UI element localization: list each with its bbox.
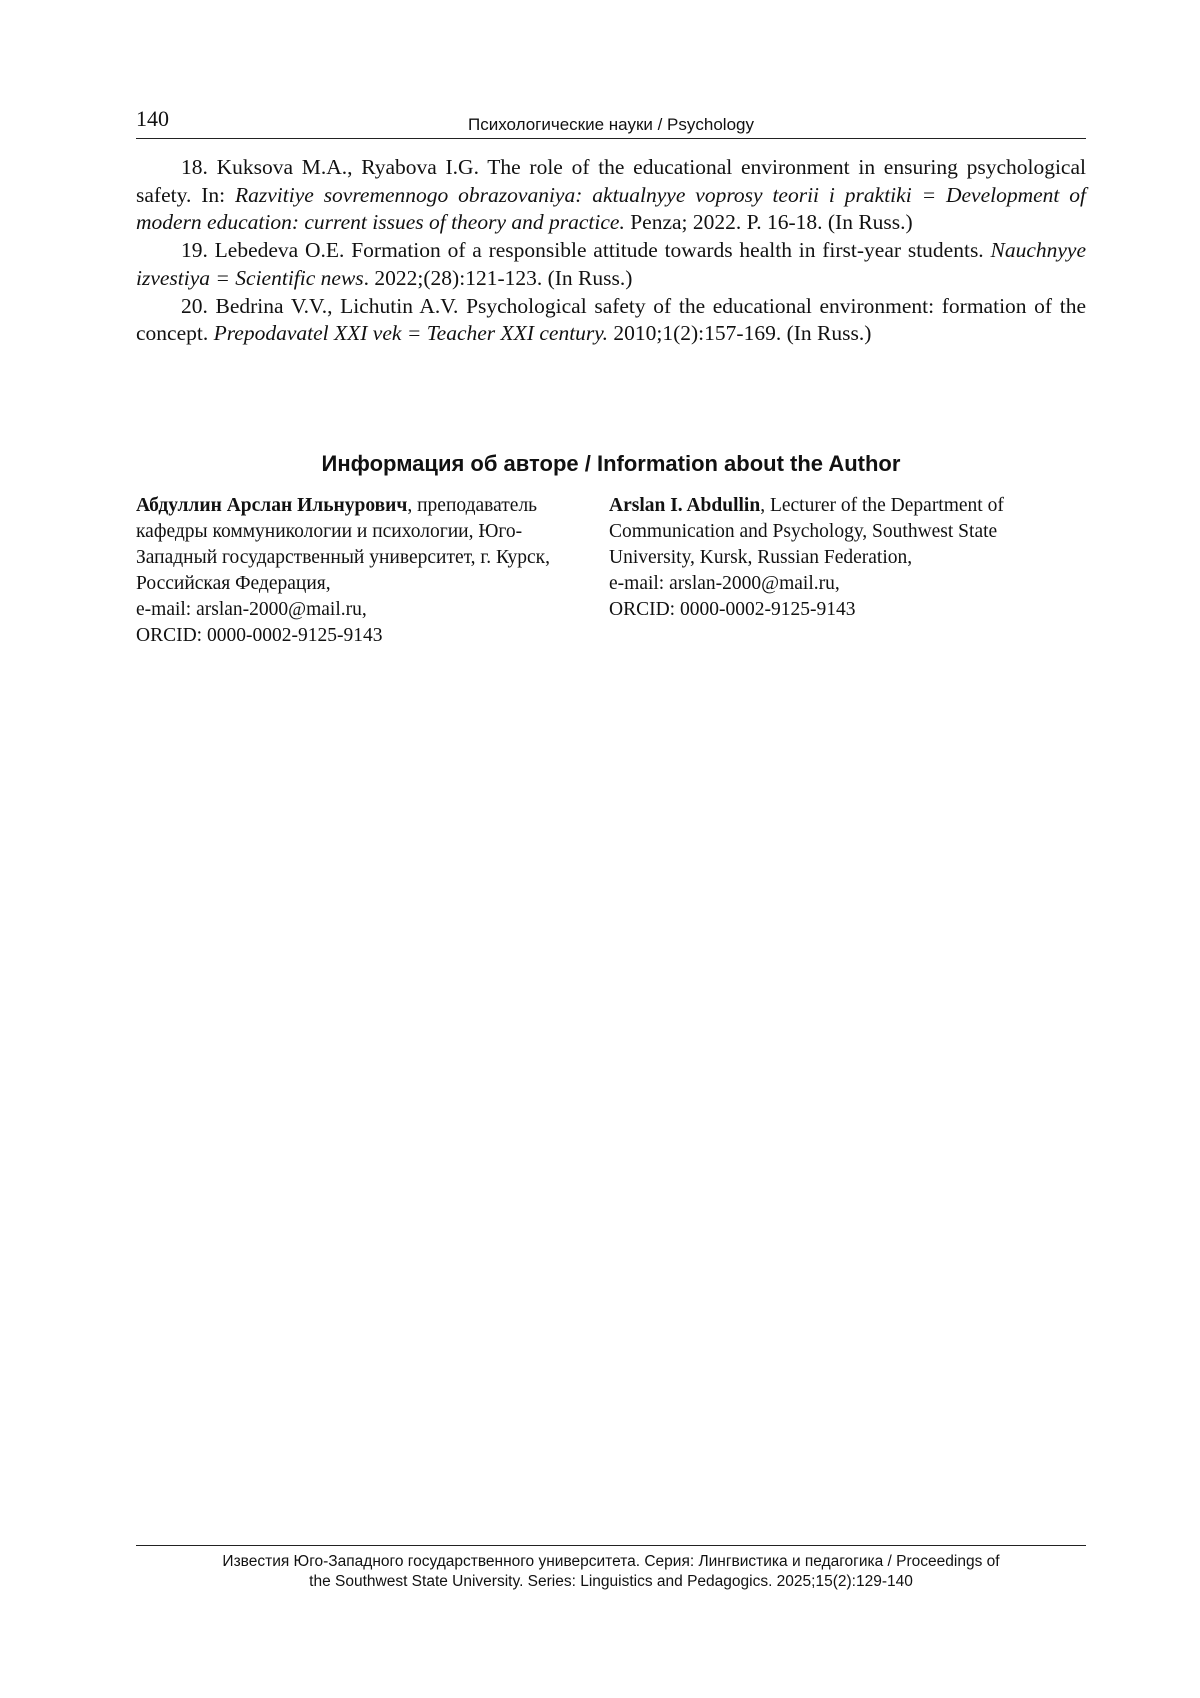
reference-text: 19. Lebedeva O.E. Formation of a responsible attitude towards health in first-year students. <box>181 238 991 263</box>
author-info-english <box>609 493 1049 623</box>
author-orcid-ru: ORCID: 0000-0002-9125-9143 <box>136 625 383 646</box>
affiliation-text-en: , Lecturer of the Department of Communication and Psychology, Southwest State University, Kursk, Russian Federation, <box>609 495 1004 568</box>
reference-source: Razvitiye sovremennogo obrazovaniya: aktualnyye voprosy teorii i praktiki = Development of modern education: current issues of theory and practice. <box>136 182 1087 235</box>
reference-source: Nauchnyye izvestiya = Scientific news <box>136 238 1086 290</box>
reference-source: Prepodavatel XXI vek = Teacher XXI century. <box>213 321 609 346</box>
reference-text: 18. Kuksova M.A., Ryabova I.G. The role of the educational environment in ensuring psychological safety. In: <box>136 155 1086 207</box>
reference-20 <box>136 293 1086 348</box>
author-info-heading: Информация об авторе / Information about the Author <box>321 451 901 476</box>
reference-18 <box>136 154 1086 237</box>
author-info-russian <box>136 493 586 649</box>
author-affiliation-ru <box>136 493 586 597</box>
reference-details: Penza; 2022. P. 16-18. (In Russ.) <box>624 210 913 235</box>
reference-details: . 2022;(28):121-123. (In Russ.) <box>363 265 633 290</box>
author-name-ru: Абдуллин Арслан Ильнурович <box>136 495 408 516</box>
reference-text: 20. Bedrina V.V., Lichutin A.V. Psychological safety of the educational environment: formation of the concept. <box>136 293 1086 346</box>
page-header <box>136 104 1086 139</box>
footer-line-1: Известия Юго-Западного государственного университета. Серия: Лингвистика и педагогика / Proceedings of <box>222 1553 1000 1570</box>
reference-list <box>136 154 1086 348</box>
author-orcid-en: ORCID: 0000-0002-9125-9143 <box>609 599 856 620</box>
author-name-en: Arslan I. Abdullin <box>609 495 761 516</box>
author-affiliation-en <box>609 493 1049 571</box>
author-email-ru: e-mail: arslan-2000@mail.ru, <box>136 599 367 620</box>
running-title: Психологические науки / Psychology <box>468 115 754 134</box>
reference-details: 2010;1(2):157-169. (In Russ.) <box>608 321 872 346</box>
page-footer <box>136 1545 1086 1592</box>
affiliation-text-ru: , преподаватель кафедры коммуникологии и психологии, Юго-Западный государственный университет, г. Курск, Российская Федерация, <box>136 495 551 594</box>
footer-line-2: the Southwest State University. Series: Linguistics and Pedagogics. 2025;15(2):129-140 <box>309 1573 913 1590</box>
author-email-en: e-mail: arslan-2000@mail.ru, <box>609 573 840 594</box>
reference-19 <box>136 237 1086 292</box>
page-number: 140 <box>136 106 169 131</box>
